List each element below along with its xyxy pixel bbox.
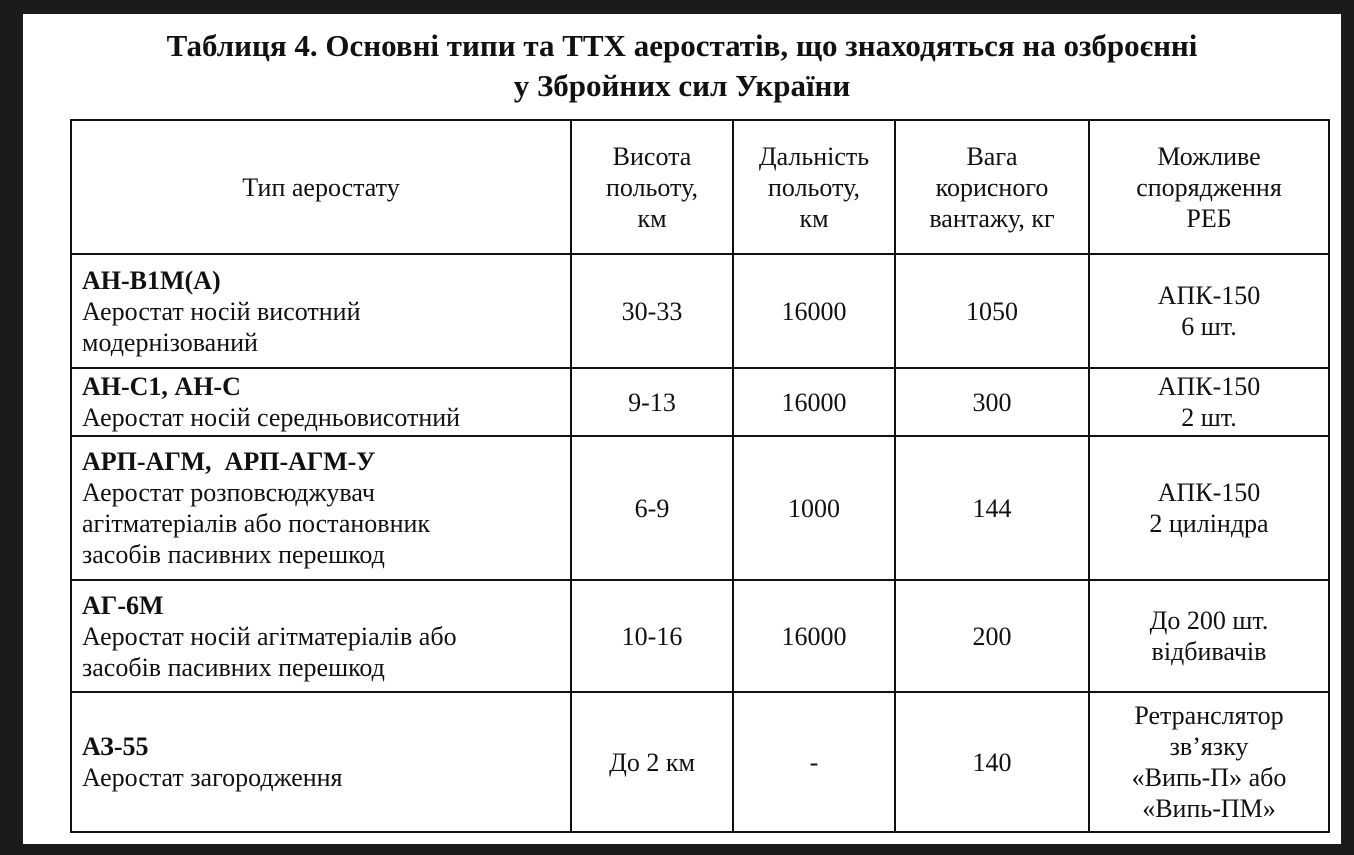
altitude-cell: До 2 км: [571, 692, 733, 832]
document-page: [23, 14, 1341, 844]
range-cell: 16000: [733, 580, 895, 692]
payload-cell: 144: [895, 436, 1089, 580]
payload-cell: 1050: [895, 254, 1089, 368]
range-cell: 16000: [733, 254, 895, 368]
type-name: АН-В1М(А): [82, 265, 221, 295]
table-title: [23, 26, 1341, 106]
type-name: АРП-АГМ, АРП-АГМ-У: [82, 447, 376, 476]
ew-cell: Ретранслятор зв’язку «Випь-П» або «Випь-ПМ»: [1089, 692, 1329, 832]
payload-cell: 140: [895, 692, 1089, 832]
header-altitude: Висота польоту, км: [571, 120, 733, 254]
table-row: [71, 436, 1329, 580]
altitude-cell: 30-33: [571, 254, 733, 368]
type-cell: АРП-АГМ, АРП-АГМ-У Аеростат розповсюджувач агітматеріалів або постановник засобів пасивних перешкод: [71, 436, 571, 580]
type-cell: АГ-6М Аеростат носій агітматеріалів або засобів пасивних перешкод: [71, 580, 571, 692]
header-type: Тип аеростату: [71, 120, 571, 254]
altitude-cell: 9-13: [571, 368, 733, 436]
range-cell: 16000: [733, 368, 895, 436]
ew-cell: АПК-150 2 шт.: [1089, 368, 1329, 436]
table-row: [71, 580, 1329, 692]
payload-cell: 200: [895, 580, 1089, 692]
range-cell: -: [733, 692, 895, 832]
header-row: [71, 120, 1329, 254]
payload-cell: 300: [895, 368, 1089, 436]
ew-cell: АПК-150 6 шт.: [1089, 254, 1329, 368]
table-title-line-2: у Збройних сил України: [513, 68, 851, 103]
ew-cell: АПК-150 2 циліндра: [1089, 436, 1329, 580]
table-row: [71, 254, 1329, 368]
table-title-line-1: Таблиця 4. Основні типи та ТТХ аеростатів, що знаходяться на озброєнні: [166, 28, 1198, 63]
type-cell: АЗ-55 Аеростат загородження: [71, 692, 571, 832]
header-range: Дальність польоту, км: [733, 120, 895, 254]
header-ew-equipment: Можливе спорядження РЕБ: [1089, 120, 1329, 254]
table-row: [71, 692, 1329, 832]
ew-cell: До 200 шт. відбивачів: [1089, 580, 1329, 692]
altitude-cell: 10-16: [571, 580, 733, 692]
type-name: АГ-6М: [82, 590, 164, 620]
type-name: АН-С1, АН-С: [82, 372, 241, 401]
type-name: АЗ-55: [82, 732, 149, 761]
table-row: [71, 368, 1329, 436]
type-cell: АН-С1, АН-С Аеростат носій середньовисотний: [71, 368, 571, 436]
aerostat-table: [70, 119, 1330, 833]
range-cell: 1000: [733, 436, 895, 580]
altitude-cell: 6-9: [571, 436, 733, 580]
type-cell: АН-В1М(А) Аеростат носій висотний модернізований: [71, 254, 571, 368]
header-payload: Вага корисного вантажу, кг: [895, 120, 1089, 254]
